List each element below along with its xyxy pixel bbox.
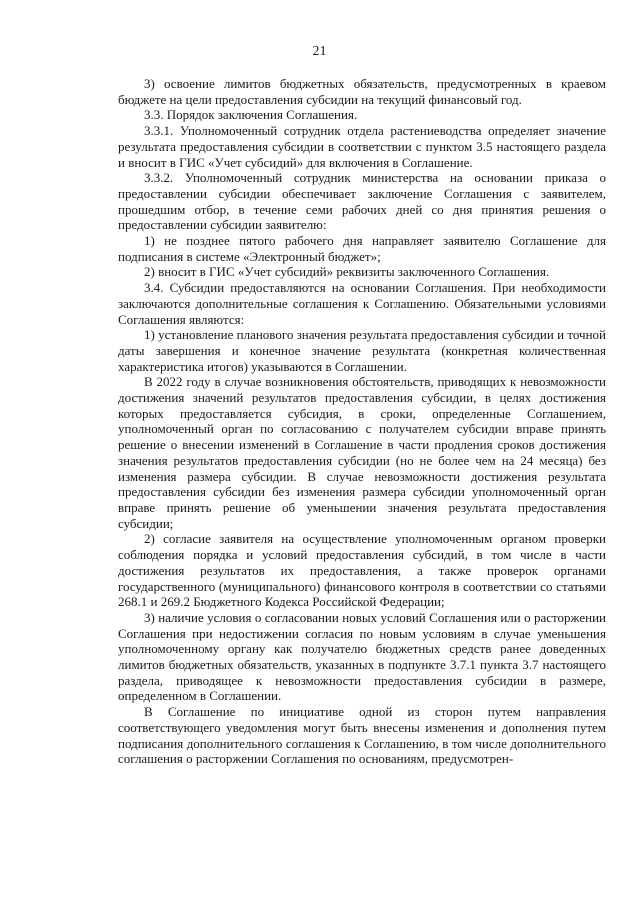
paragraph-3-4: 3.4. Субсидии предоставляются на основании Соглашения. При необходимости заключаются дополнительные соглашения к Соглашению. Обязательными условиями Соглашения являются: — [118, 280, 606, 327]
page-number: 21 — [312, 44, 327, 59]
paragraph-budget-limits: 3) освоение лимитов бюджетных обязательств, предусмотренных в краевом бюджете на цели предоставления субсидии на текущий финансовый год. — [118, 76, 606, 107]
document-body — [118, 76, 606, 767]
paragraph-3-4-item-1: 1) установление планового значения результата предоставления субсидии и точной даты завершения и конечное значение результата (конкретная количественная характеристика итогов) указываются в Соглашении. — [118, 327, 606, 374]
paragraph-3-3-heading: 3.3. Порядок заключения Соглашения. — [144, 107, 358, 123]
paragraph-3-3-1: 3.3.1. Уполномоченный сотрудник отдела растениеводства определяет значение результата предоставления субсидии в соответствии с пунктом 3.5 настоящего раздела и вносит в ГИС «Учет субсидий» для включения в Соглашение. — [118, 123, 606, 170]
paragraph-2022-extension: В 2022 году в случае возникновения обстоятельств, приводящих к невозможности достижения значений результатов предоставления субсидии, в целях достижения которых предоставляется субсидия, в сроки, определенные Соглашением, уполномоченный орган по согласованию с получателем субсидии вправе принять решение о внесении изменений в Соглашение в части продления сроков достижения значения результатов предоставления субсидии (но не более чем на 24 месяца) без изменения размера субсидии. В случае невозможности достижения результата предоставления субсидии без изменения размера субсидии уполномоченный орган вправе принять решение об уменьшении значения результата предоставления субсидии; — [118, 374, 606, 531]
paragraph-3-4-item-3: 3) наличие условия о согласовании новых условий Соглашения или о расторжении Соглашения при недостижении согласия по новым условиям в случае уменьшения уполномоченному органу как получателю бюджетных средств ранее доведенных лимитов бюджетных обязательств, указанных в подпункте 3.7.1 пункта 3.7 настоящего раздела, приводящее к невозможности предоставления субсидии в размере, определенном в Соглашении. — [118, 609, 606, 704]
paragraph-3-3-2: 3.3.2. Уполномоченный сотрудник министерства на основании приказа о предоставлении субсидии обеспечивает заключение Соглашения с заявителем, прошедшим отбор, в течение семи рабочих дней со дня принятия решения о предоставлении субсидии заявителю: — [118, 170, 606, 233]
paragraph-amendments: В Соглашение по инициативе одной из сторон путем направления соответствующего уведомления могут быть внесены изменения и дополнения путем подписания дополнительного соглашения к Соглашению, в том числе дополнительного соглашения о расторжении Соглашения по основаниям, предусмотрен- — [118, 704, 606, 767]
paragraph-3-3-2-item-2: 2) вносит в ГИС «Учет субсидий» реквизиты заключенного Соглашения. — [144, 264, 550, 280]
paragraph-3-4-item-2: 2) согласие заявителя на осуществление уполномоченным органом проверки соблюдения порядка и условий предоставления субсидий, в том числе в части достижения результатов их предоставления, а также проверок органами государственного (муниципального) финансового контроля в соответствии со статьями 268.1 и 269.2 Бюджетного Кодекса Российской Федерации; — [118, 531, 606, 610]
paragraph-3-3-2-item-1: 1) не позднее пятого рабочего дня направляет заявителю Соглашение для подписания в системе «Электронный бюджет»; — [118, 233, 606, 264]
